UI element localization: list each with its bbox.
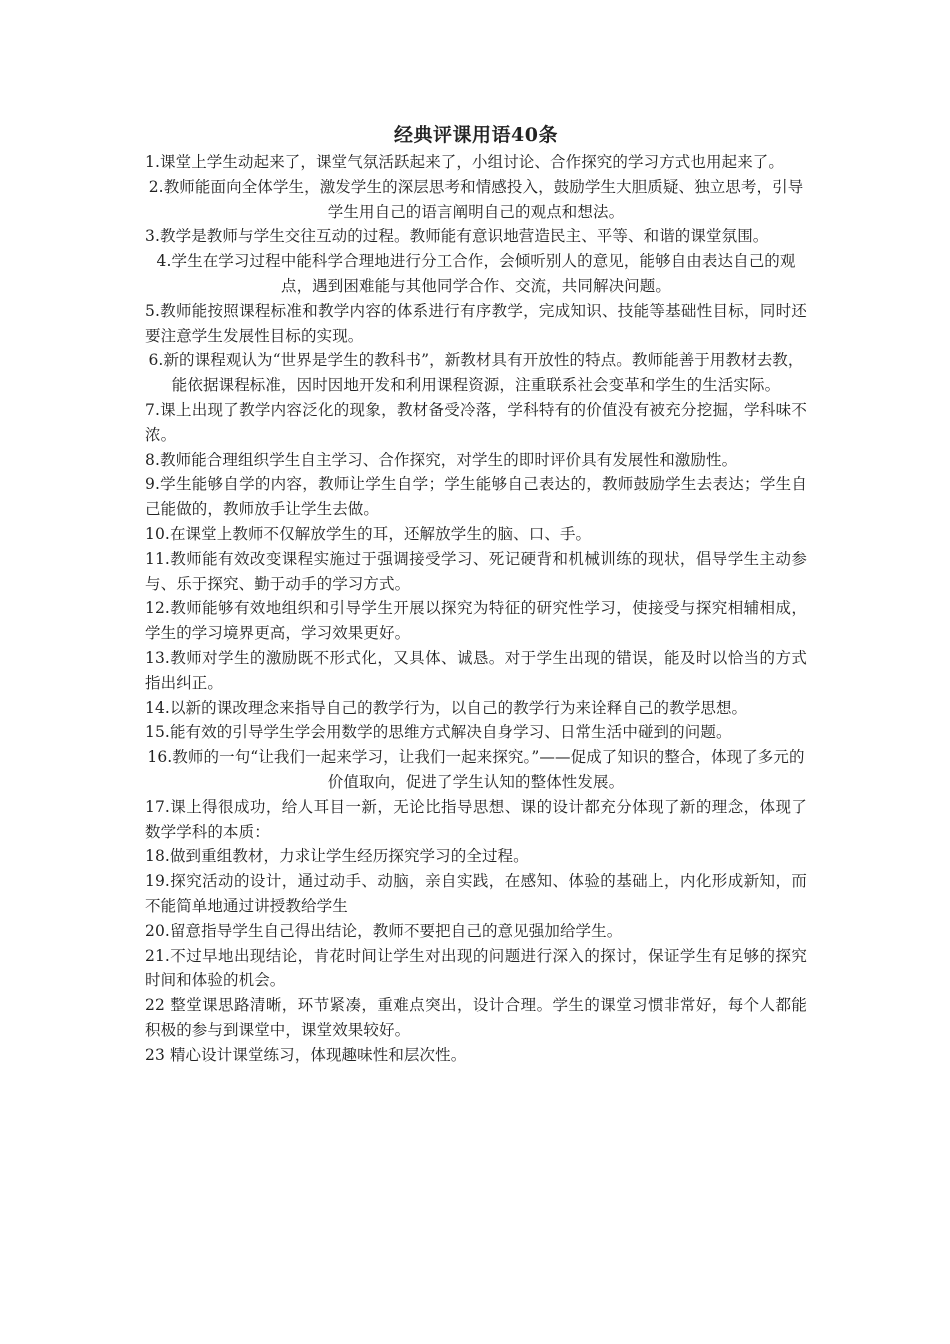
list-item: 10.在课堂上教师不仅解放学生的耳，还解放学生的脑、口、手。 xyxy=(145,524,592,543)
list-item: 16.教师的一句“让我们一起来学习，让我们一起来探究。”——促成了知识的整合，体现了多元的价值取向，促进了学生认知的整体性发展。 xyxy=(147,748,805,791)
list-item: 14.以新的课改理念来指导自己的教学行为，以自己的教学行为来诠释自己的教学思想。 xyxy=(145,698,748,717)
list-item: 18.做到重组教材，力求让学生经历探究学习的全过程。 xyxy=(145,847,529,866)
list-item: 17.课上得很成功，给人耳目一新，无论比指导思想、课的设计都充分体现了新的理念，体现了数学学科的本质： xyxy=(145,797,807,841)
list-item: 19.探究活动的设计，通过动手、动脑，亲自实践，在感知、体验的基础上，内化形成新知，而不能简单地通过讲授教给学生 xyxy=(145,872,807,915)
document-title: 经典评课用语40条 xyxy=(394,124,558,146)
list-item: 9.学生能够自学的内容，教师让学生自学；学生能够自己表达的，教师鼓励学生去表达；学生自己能做的，教师放手让学生去做。 xyxy=(145,475,807,519)
list-item: 12.教师能够有效地组织和引导学生开展以探究为特征的研究性学习，使接受与探究相辅相成，学生的学习境界更高，学习效果更好。 xyxy=(145,599,807,643)
list-item: 21.不过早地出现结论，肯花时间让学生对出现的问题进行深入的探讨，保证学生有足够的探究时间和体验的机会。 xyxy=(145,946,807,990)
list-item: 15.能有效的引导学生学会用数学的思维方式解决自身学习、日常生活中碰到的问题。 xyxy=(145,723,732,742)
list-item: 20.留意指导学生自己得出结论，教师不要把自己的意见强加给学生。 xyxy=(145,921,623,940)
list-item: 3.教学是教师与学生交往互动的过程。教师能有意识地营造民主、平等、和谐的课堂氛围。 xyxy=(145,227,769,246)
list-item: 11.教师能有效改变课程实施过于强调接受学习、死记硬背和机械训练的现状，倡导学生主动参与、乐于探究、勤于动手的学习方式。 xyxy=(145,549,807,593)
list-item: 7.课上出现了教学内容泛化的现象，教材备受冷落，学科特有的价值没有被充分挖掘，学科味不浓。 xyxy=(145,400,807,444)
list-item: 1.课堂上学生动起来了，课堂气氛活跃起来了，小组讨论、合作探究的学习方式也用起来了。 xyxy=(145,153,784,171)
list-item: 5.教师能按照课程标准和教学内容的体系进行有序教学，完成知识、技能等基础性目标，同时还要注意学生发展性目标的实现。 xyxy=(145,301,807,345)
list-item: 4.学生在学习过程中能科学合理地进行分工合作，会倾听别人的意见，能够自由表达自己的观点，遇到困难能与其他同学合作、交流，共同解决问题。 xyxy=(156,252,796,295)
list-item: 22 整堂课思路清晰，环节紧凑，重难点突出，设计合理。学生的课堂习惯非常好，每个人都能积极的参与到课堂中，课堂效果较好。 xyxy=(145,996,807,1039)
list-item: 2.教师能面向全体学生，激发学生的深层思考和情感投入，鼓励学生大胆质疑、独立思考，引导学生用自己的语言阐明自己的观点和想法。 xyxy=(148,177,804,221)
document-page xyxy=(145,120,807,1067)
item-list xyxy=(145,150,807,1067)
list-item: 6.新的课程观认为“世界是学生的教科书”，新教材具有开放性的特点。教师能善于用教材去教，能依据课程标准，因时因地开发和利用课程资源，注重联系社会变革和学生的生活实际。 xyxy=(148,351,804,395)
list-item: 8.教师能合理组织学生自主学习、合作探究，对学生的即时评价具有发展性和激励性。 xyxy=(145,450,738,469)
list-item: 13.教师对学生的激励既不形式化，又具体、诚恳。对于学生出现的错误，能及时以恰当的方式指出纠正。 xyxy=(145,648,807,692)
list-item: 23 精心设计课堂练习，体现趣味性和层次性。 xyxy=(145,1045,467,1064)
